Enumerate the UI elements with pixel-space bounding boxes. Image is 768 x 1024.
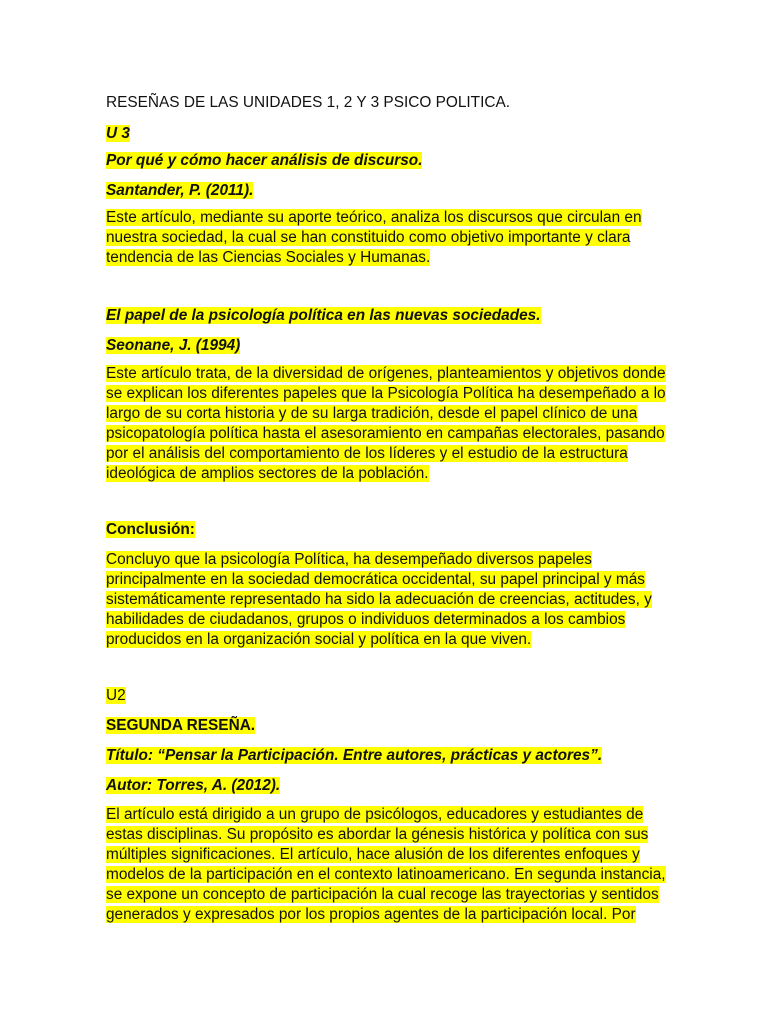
second-review-line: múltiples significaciones. El artículo, hace alusión de los diferentes enfoques y bbox=[106, 846, 640, 863]
header-text: RESEÑAS DE LAS UNIDADES 1, 2 Y 3 PSICO POLITICA. bbox=[106, 94, 511, 111]
conclusion-line: habilidades de ciudadanos, grupos o individuos determinados a los cambios bbox=[106, 611, 626, 628]
unit-3-label bbox=[106, 124, 666, 144]
second-review-author bbox=[106, 776, 666, 796]
second-review-line: generados y expresados por los propios agentes de la participación local. Por bbox=[106, 906, 636, 923]
review-2-body bbox=[106, 364, 666, 484]
conclusion-line: sistemáticamente representado ha sido la adecuación de creencias, actitudes, y bbox=[106, 591, 652, 608]
review-2-author-text: Seonane, J. (1994) bbox=[106, 337, 241, 354]
review-2-line: se explican los diferentes papeles que la Psicología Política ha desempeñado a lo bbox=[106, 385, 666, 402]
conclusion-line: principalmente en la sociedad democrática occidental, su papel principal y más bbox=[106, 571, 645, 588]
review-1-author bbox=[106, 181, 666, 201]
second-review-line: se expone un concepto de participación la cual recoge las trayectorias y sentidos bbox=[106, 886, 659, 903]
second-review-heading bbox=[106, 716, 666, 736]
review-1-line: tendencia de las Ciencias Sociales y Humanas. bbox=[106, 249, 431, 266]
unit-2-label bbox=[106, 686, 666, 706]
review-1-body bbox=[106, 208, 666, 268]
review-2-line: ideológica de amplios sectores de la población. bbox=[106, 465, 429, 482]
conclusion-heading bbox=[106, 520, 666, 540]
review-1-line: Este artículo, mediante su aporte teórico, analiza los discursos que circulan en bbox=[106, 209, 642, 226]
second-review-title-text: Título: “Pensar la Participación. Entre autores, prácticas y actores”. bbox=[106, 747, 603, 764]
second-review-line: estas disciplinas. Su propósito es abordar la génesis histórica y política con sus bbox=[106, 826, 649, 843]
unit-3-label-text: U 3 bbox=[106, 125, 130, 142]
conclusion-line: Concluyo que la psicología Política, ha desempeñado diversos papeles bbox=[106, 551, 592, 568]
review-2-line: psicopatología política hasta el asesoramiento en campañas electorales, pasando bbox=[106, 425, 665, 442]
conclusion-body bbox=[106, 550, 666, 650]
review-2-author bbox=[106, 336, 666, 356]
review-1-title bbox=[106, 151, 666, 171]
second-review-author-text: Autor: Torres, A. (2012). bbox=[106, 777, 281, 794]
second-review-line: El artículo está dirigido a un grupo de psicólogos, educadores y estudiantes de bbox=[106, 806, 644, 823]
unit-2-label-text: U2 bbox=[106, 687, 126, 704]
conclusion-line: producidos en la organización social y política en la que viven. bbox=[106, 631, 532, 648]
conclusion-heading-text: Conclusión: bbox=[106, 521, 195, 538]
review-1-title-text: Por qué y cómo hacer análisis de discurso. bbox=[106, 152, 423, 169]
second-review-body bbox=[106, 805, 666, 925]
review-1-author-text: Santander, P. (2011). bbox=[106, 182, 254, 199]
review-2-title bbox=[106, 306, 666, 326]
review-2-title-text: El papel de la psicología política en las nuevas sociedades. bbox=[106, 307, 541, 324]
review-2-line: por el análisis del comportamiento de los líderes y el estudio de la estructura bbox=[106, 445, 628, 462]
document-header bbox=[106, 93, 666, 113]
review-2-line: Este artículo trata, de la diversidad de orígenes, planteamientos y objetivos donde bbox=[106, 365, 666, 382]
second-review-title bbox=[106, 746, 666, 766]
review-2-line: largo de su corta historia y de su larga tradición, desde el papel clínico de una bbox=[106, 405, 638, 422]
second-review-line: modelos de la participación en el contexto latinoamericano. En segunda instancia, bbox=[106, 866, 666, 883]
review-1-line: nuestra sociedad, la cual se han constituido como objetivo importante y clara bbox=[106, 229, 631, 246]
second-review-heading-text: SEGUNDA RESEÑA. bbox=[106, 717, 256, 734]
